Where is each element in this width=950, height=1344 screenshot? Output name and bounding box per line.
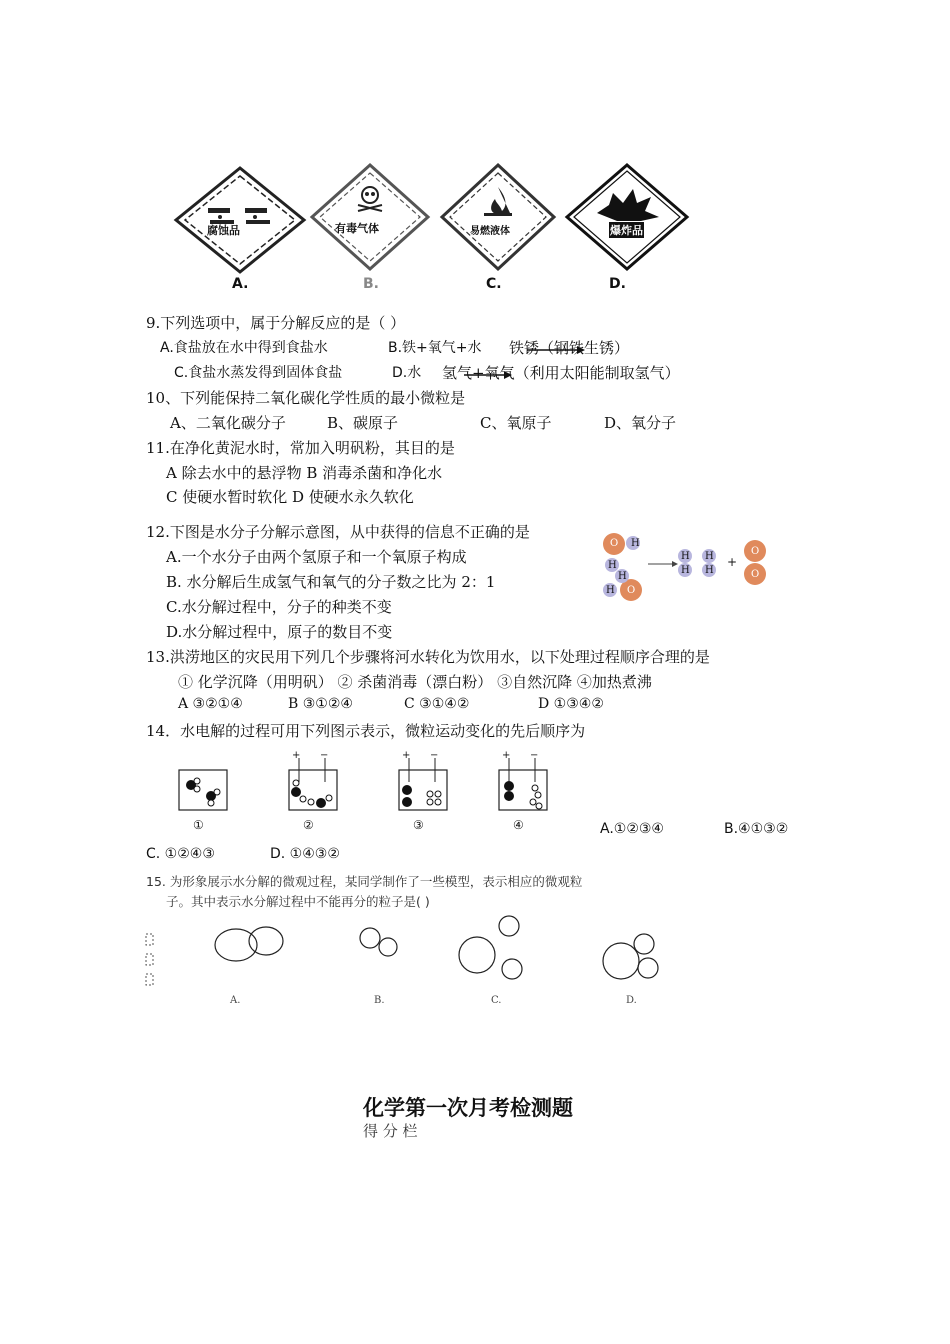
q10-option-a: A、二氧化碳分子 xyxy=(170,414,286,432)
panel-label-4: ④ xyxy=(513,818,524,832)
q13-option-d: D ①③④② xyxy=(538,696,604,712)
q13-steps: ① 化学沉降（用明矾） ② 杀菌消毒（漂白粉） ③自然沉降 ④加热煮沸 xyxy=(178,673,652,691)
hazard-text-b: 有毒气体 xyxy=(335,222,379,235)
q14-stem: 14．水电解的过程可用下列图示表示，微粒运动变化的先后顺序为 xyxy=(146,722,586,740)
hazard-signs xyxy=(165,165,705,275)
q14-option-d: D. ①④③② xyxy=(270,846,340,862)
q15-label-c: C. xyxy=(491,995,502,1006)
corrosive-sign xyxy=(176,168,304,272)
atom-label-h1: H xyxy=(631,538,640,549)
q9-option-c: C.食盐水蒸发得到固体食盐 xyxy=(174,365,343,381)
q9-option-d-product: 氢气+氧气（利用太阳能制取氢气） xyxy=(442,364,680,382)
atom-label-h3: H xyxy=(618,571,627,582)
q12-option-b: B. 水分解后生成氢气和氧气的分子数之比为 2：1 xyxy=(166,573,496,591)
q15-stem-line1: 15. 为形象展示水分解的微观过程，某同学制作了一些模型，表示相应的微观粒 xyxy=(146,874,583,889)
atom-label-h8: H xyxy=(705,565,714,576)
score-section-label: 得 分 栏 xyxy=(363,1122,418,1140)
q9-stem: 9.下列选项中，属于分解反应的是（ ） xyxy=(146,314,406,332)
q12-option-a: A.一个水分子由两个氢原子和一个氧原子构成 xyxy=(166,548,467,566)
explosive-sign xyxy=(567,165,687,269)
panel-label-2: ② xyxy=(303,818,314,832)
q10-stem: 10、下列能保持二氧化碳化学性质的最小微粒是 xyxy=(146,389,466,407)
hazard-letter-a: A. xyxy=(232,276,249,292)
atom-label-h2: H xyxy=(608,560,617,571)
q9-option-b: B.铁+氧气+水 xyxy=(388,340,482,356)
q15-models xyxy=(140,912,680,992)
panel3-minus: − xyxy=(430,750,439,761)
q13-stem: 13.洪涝地区的灾民用下列几个步骤将河水转化为饮用水，以下处理过程顺序合理的是 xyxy=(146,648,710,666)
q9-option-b-product: 铁锈（钢铁生锈） xyxy=(509,339,630,357)
skull-icon xyxy=(358,187,382,211)
hazard-text-d: 爆炸品 xyxy=(610,224,643,237)
q13-option-c: C ③①④② xyxy=(404,696,470,712)
q14-option-b: B.④①③② xyxy=(724,821,789,837)
q10-option-b: B、碳原子 xyxy=(327,414,399,432)
q12-stem: 12.下图是水分子分解示意图，从中获得的信息不正确的是 xyxy=(146,523,530,541)
atom-label-h4: H xyxy=(606,585,615,596)
q13-option-a: A ③②①④ xyxy=(178,696,243,712)
atom-label-h7: H xyxy=(705,551,714,562)
flame-icon xyxy=(484,187,512,216)
q10-option-c: C、氧原子 xyxy=(480,414,552,432)
atom-label-o3: O xyxy=(751,546,760,557)
q11-stem: 11.在净化黄泥水时，常加入明矾粉，其目的是 xyxy=(146,439,455,457)
hazard-text-a: 腐蚀品 xyxy=(207,224,240,237)
q12-option-c: C.水分解过程中，分子的种类不变 xyxy=(166,598,392,616)
q10-option-d: D、氧分子 xyxy=(604,414,677,432)
q15-label-b: B. xyxy=(374,995,385,1006)
panel-label-3: ③ xyxy=(413,818,424,832)
panel2-minus: − xyxy=(320,750,329,761)
q9-option-d: D.水 xyxy=(392,365,422,381)
q9-option-a: A.食盐放在水中得到食盐水 xyxy=(160,340,328,356)
corrosive-icon xyxy=(208,208,270,222)
atom-label-o1: O xyxy=(610,538,619,549)
panel2-plus: + xyxy=(292,750,301,761)
explosion-icon xyxy=(597,189,659,221)
q15-label-a: A. xyxy=(230,995,241,1006)
q13-option-b: B ③①②④ xyxy=(288,696,353,712)
atom-label-o4: O xyxy=(751,569,760,580)
reaction-plus: + xyxy=(727,555,738,569)
panel-label-1: ① xyxy=(193,818,204,832)
toxic-sign xyxy=(312,165,428,269)
q14-option-a: A.①②③④ xyxy=(600,821,664,837)
q11-options-line2: C 使硬水暂时软化 D 使硬水永久软化 xyxy=(166,488,414,506)
page-title: 化学第一次月考检测题 xyxy=(363,1095,573,1120)
hazard-letter-b: B. xyxy=(363,276,379,292)
panel3-plus: + xyxy=(402,750,411,761)
q14-option-c: C. ①②④③ xyxy=(146,846,215,862)
atom-label-h6: H xyxy=(681,565,690,576)
atom-label-h5: H xyxy=(681,551,690,562)
hazard-letter-c: C. xyxy=(486,276,502,292)
flammable-sign xyxy=(442,165,554,269)
hazard-letter-d: D. xyxy=(609,276,626,292)
q15-stem-line2: 子。其中表示水分解过程中不能再分的粒子是( ) xyxy=(166,894,430,909)
q11-options-line1: A 除去水中的悬浮物 B 消毒杀菌和净化水 xyxy=(166,464,443,482)
hazard-text-c: 易燃液体 xyxy=(470,226,510,237)
q12-option-d: D.水分解过程中，原子的数目不变 xyxy=(166,623,393,641)
panel4-plus: + xyxy=(502,750,511,761)
q15-label-d: D. xyxy=(626,995,637,1006)
electrolysis-panels xyxy=(175,752,565,822)
panel4-minus: − xyxy=(530,750,539,761)
atom-label-o2: O xyxy=(627,585,636,596)
